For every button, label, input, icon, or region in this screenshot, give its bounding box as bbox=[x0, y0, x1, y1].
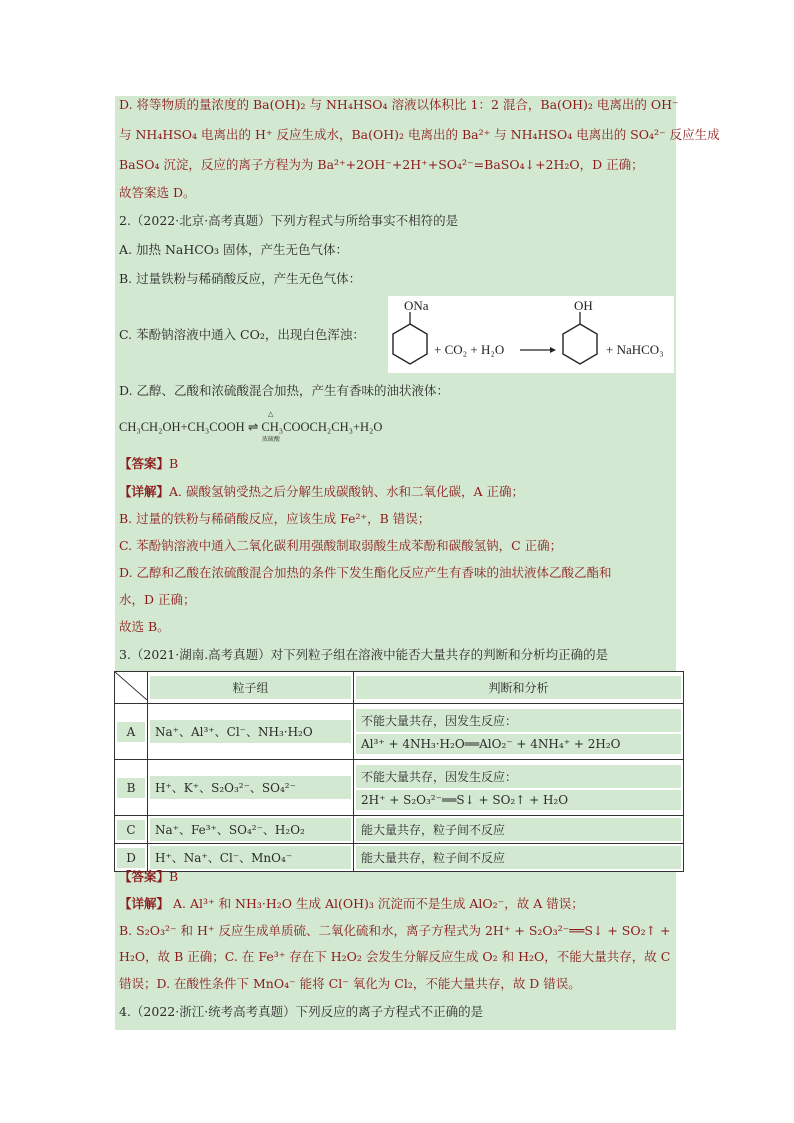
answer-tag: 【答案】 bbox=[119, 456, 170, 471]
answer-value: B bbox=[169, 456, 179, 471]
detail-tag: 【详解】 bbox=[119, 484, 170, 499]
q3-table bbox=[114, 671, 684, 872]
q1-line-3: BaSO₄ 沉淀，反应的离子方程为为 Ba²⁺+2OH⁻+2H⁺+SO₄²⁻=BaSO₄↓+2H₂O，D 正确； bbox=[119, 157, 644, 172]
diagonal-line bbox=[115, 672, 147, 700]
q1-line-4: 故答案选 D。 bbox=[119, 185, 196, 200]
q3-detail-line-2: B. S₂O₃²⁻ 和 H⁺ 反应生成单质硫、二氧化硫和水，离子方程式为 2H⁺ + S₂O₃²⁻══S↓ + SO₂↑ + bbox=[119, 923, 671, 938]
arrow-icon bbox=[550, 347, 556, 353]
q2-detail-line-5: 水，D 正确； bbox=[119, 592, 196, 607]
q3-detail-line-3: H₂O，故 B 正确；C. 在 Fe³⁺ 存在下 H₂O₂ 会发生分解反应生成 O₂ 和 H₂O，不能大量共存，故 C bbox=[119, 949, 671, 964]
q2-detail-line-3: C. 苯酚钠溶液中通入二氧化碳利用强酸制取弱酸生成苯酚和碳酸氢钠，C 正确； bbox=[119, 538, 563, 553]
row-label: A bbox=[115, 704, 148, 760]
reaction-right-terms: + NaHCO₃ bbox=[606, 342, 664, 357]
table-row bbox=[115, 760, 684, 816]
q3-detail-line-4: 错误；D. 在酸性条件下 MnO₄⁻ 能将 Cl⁻ 氧化为 Cl₂，不能大量共存，故 D 错误。 bbox=[119, 976, 581, 991]
row-label: D bbox=[115, 844, 148, 872]
row-group: H⁺、Na⁺、Cl⁻、MnO₄⁻ bbox=[148, 844, 354, 872]
table-corner-cell bbox=[115, 672, 148, 704]
q2-answer bbox=[119, 455, 675, 473]
product-label: OH bbox=[574, 298, 593, 313]
equation-condition-catalyst: 浓硫酸 bbox=[262, 436, 281, 443]
q2-detail-line-6: 故选 B。 bbox=[119, 619, 170, 634]
row-judgement: 不能大量共存，因发生反应： 2H⁺ + S₂O₃²⁻══S↓ + SO₂↑ + H₂O bbox=[354, 760, 684, 816]
q2-option-a: A. 加热 NaHCO₃ 固体，产生无色气体： bbox=[119, 242, 349, 257]
header-particle-group: 粒子组 bbox=[148, 672, 354, 704]
q3-detail-line-1: 【详解】 A. Al³⁺ 和 NH₃·H₂O 生成 Al(OH)₃ 沉淀而不是生成 AlO₂⁻，故 A 错误； bbox=[119, 896, 584, 911]
row-group: H⁺、K⁺、S₂O₃²⁻、SO₄²⁻ bbox=[148, 760, 354, 816]
q1-line-1: D. 将等物质的量浓度的 Ba(OH)₂ 与 NH₄HSO₄ 溶液以体积比 1：2 混合，Ba(OH)₂ 电离出的 OH⁻ bbox=[119, 97, 679, 112]
phenol-reaction-figure bbox=[388, 296, 674, 373]
q3-title: 3.（2021·湖南.高考真题）对下列粒子组在溶液中能否大量共存的判断和分析均正确的是 bbox=[119, 647, 609, 662]
table-row bbox=[115, 704, 684, 760]
q2-option-d: D. 乙醇、乙酸和浓硫酸混合加热，产生有香味的油状液体： bbox=[119, 383, 450, 398]
q1-line-2: 与 NH₄HSO₄ 电离出的 H⁺ 反应生成水，Ba(OH)₂ 电离出的 Ba²⁺ 与 NH₄HSO₄ 电离出的 SO₄²⁻ 反应生成 bbox=[119, 127, 720, 142]
row-label: C bbox=[115, 816, 148, 844]
answer-tag: 【答案】 bbox=[119, 869, 170, 884]
row-judgement: 能大量共存，粒子间不反应 bbox=[354, 816, 684, 844]
header-judgement: 判断和分析 bbox=[354, 672, 684, 704]
detail-tag: 【详解】 bbox=[119, 896, 170, 911]
table-row bbox=[115, 816, 684, 844]
row-group: Na⁺、Fe³⁺、SO₄²⁻、H₂O₂ bbox=[148, 816, 354, 844]
q4-title: 4.（2022·浙江·统考高考真题）下列反应的离子方程式不正确的是 bbox=[119, 1004, 484, 1019]
answer-panel-background bbox=[115, 96, 720, 1030]
reactant-label: ONa bbox=[404, 298, 429, 313]
q2-option-d-equation: CH₃CH₂OH+CH₃COOH ⇌ CH₃COOCH₂CH₃+H₂O bbox=[119, 420, 383, 434]
row-group: Na⁺、Al³⁺、Cl⁻、NH₃·H₂O bbox=[148, 704, 354, 760]
q3-answer bbox=[119, 868, 675, 886]
q2-detail-line-2: B. 过量的铁粉与稀硝酸反应，应该生成 Fe²⁺，B 错误； bbox=[119, 511, 431, 526]
q2-option-b: B. 过量铁粉与稀硝酸反应，产生无色气体： bbox=[119, 271, 362, 286]
table-header-row bbox=[115, 672, 684, 704]
row-judgement: 不能大量共存，因发生反应： Al³⁺ + 4NH₃·H₂O══AlO₂⁻ + 4NH₄⁺ + 2H₂O bbox=[354, 704, 684, 760]
phenol-reaction-svg bbox=[388, 296, 674, 373]
row-judgement: 能大量共存，粒子间不反应 bbox=[354, 844, 684, 872]
answer-value: B bbox=[169, 869, 179, 884]
q2-detail-line-1: 【详解】A. 碳酸氢钠受热之后分解生成碳酸钠、水和二氧化碳，A 正确； bbox=[119, 484, 524, 499]
reaction-middle-terms: + CO₂ + H₂O bbox=[434, 342, 505, 357]
q2-option-c: C. 苯酚钠溶液中通入 CO₂，出现白色浑浊： bbox=[119, 327, 365, 342]
q2-title: 2.（2022·北京·高考真题）下列方程式与所给事实不相符的是 bbox=[119, 213, 459, 228]
equation-condition-heat: △ bbox=[268, 410, 274, 418]
row-label: B bbox=[115, 760, 148, 816]
q2-detail-line-4: D. 乙醇和乙酸在浓硫酸混合加热的条件下发生酯化反应产生有香味的油状液体乙酸乙酯和 bbox=[119, 565, 612, 580]
